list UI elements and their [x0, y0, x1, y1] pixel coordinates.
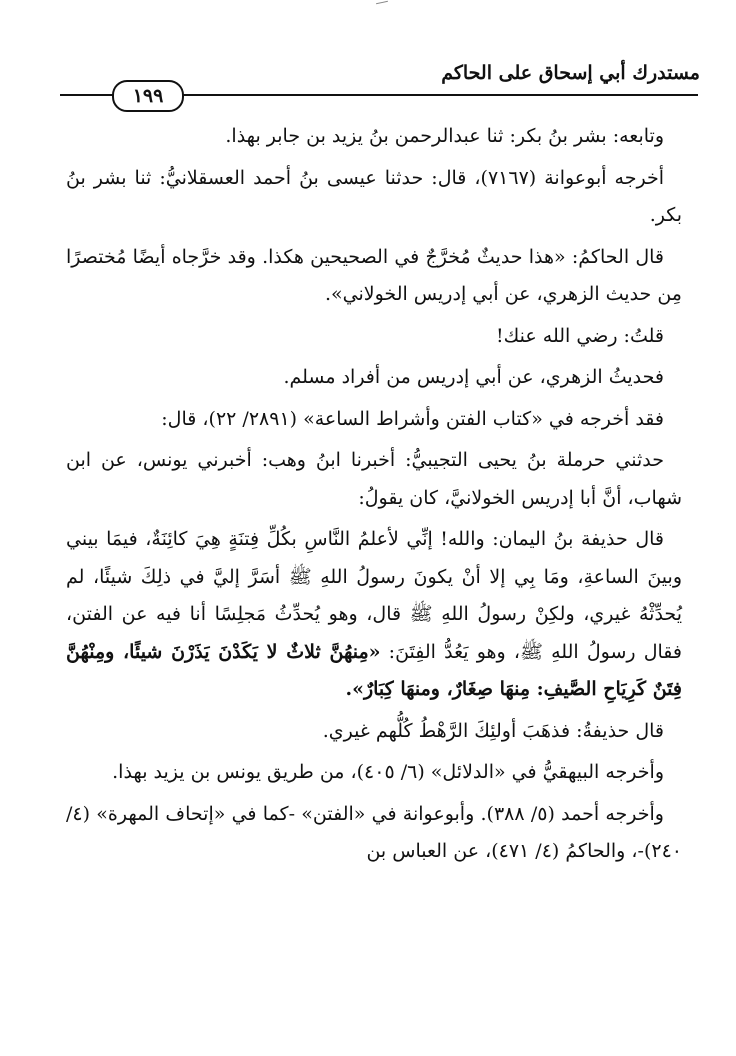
- page-number: ١٩٩: [112, 80, 184, 112]
- hadith-narration: قال حذيفة بنُ اليمان: والله! إنِّي لأعلمُ النَّاسِ بكُلِّ فِتنَةٍ هِيَ كائِنَةٌ، فيمَا بيني وبينَ الساعةِ، ومَا بِي إلا أنْ يكونَ رسولُ اللهِ ﷺ أسَرَّ إليَّ في ذلِكَ شيئًا، لم يُحدِّثْهُ غيري، ولكِنْ رسولُ اللهِ ﷺ قال، وهو يُحدِّثُ مَجلِسًا أنا فيه عن الفتن، فقال رسولُ اللهِ ﷺ، وهو يَعُدُّ الفِتَنَ:: [66, 528, 682, 663]
- hadith-quote: «مِنهُنَّ ثلاثٌ لا يَكَدْنَ يَذَرْنَ شيئًا، ومِنْهُنَّ فِتَنٌ كَرِيَاحِ الصَّيفِ: مِنهَا صِغَارٌ، ومنهَا كِبَارٌ».: [66, 640, 682, 700]
- paragraph: حدثني حرملة بنُ يحيى التجيبيُّ: أخبرنا ابنُ وهب: أخبرني يونس، عن ابن شهاب، أنَّ أبا إدريس الخولانيَّ، كان يقولُ:: [66, 449, 682, 509]
- paragraph: فحديثُ الزهري، عن أبي إدريس من أفراد مسلم.: [283, 366, 664, 388]
- paragraph: فقد أخرجه في «كتاب الفتن وأشراط الساعة» (٢٨٩١/ ٢٢)، قال:: [161, 407, 664, 430]
- body-text: [66, 118, 682, 875]
- paragraph: قال الحاكمُ: «هذا حديثٌ مُخرَّجٌ في الصحيحين هكذا. وقد خرَّجاه أيضًا مُختصرًا مِن حديث الزهري، عن أبي إدريس الخولاني».: [66, 245, 682, 305]
- hadith-paragraph: [66, 521, 682, 709]
- running-title: مستدرك أبي إسحاق على الحاكم: [441, 62, 700, 84]
- paragraph: وتابعه: بشر بنُ بكر: ثنا عبدالرحمن بنُ يزيد بن جابر بهذا.: [225, 125, 664, 147]
- paragraph: أخرجه أبوعوانة (٧١٦٧)، قال: حدثنا عيسى بنُ أحمد العسقلانيُّ: ثنا بشر بنُ بكر.: [66, 166, 682, 226]
- scan-mark: [376, 1, 388, 4]
- paragraph: قلتُ: رضي الله عنك!: [496, 324, 664, 347]
- paragraph: قال حذيفةُ: فذهَبَ أولئِكَ الرَّهْطُ كُلُّهم غيري.: [322, 719, 664, 742]
- paragraph: وأخرجه أحمد (٥/ ٣٨٨). وأبوعوانة في «الفتن» -كما في «إتحاف المهرة» (٤/ ٢٤٠)-، والحاكمُ (٤/ ٤٧١)، عن العباس بن: [66, 802, 682, 862]
- paragraph: وأخرجه البيهقيُّ في «الدلائل» (٦/ ٤٠٥)، من طريق يونس بن يزيد بهذا.: [112, 761, 664, 783]
